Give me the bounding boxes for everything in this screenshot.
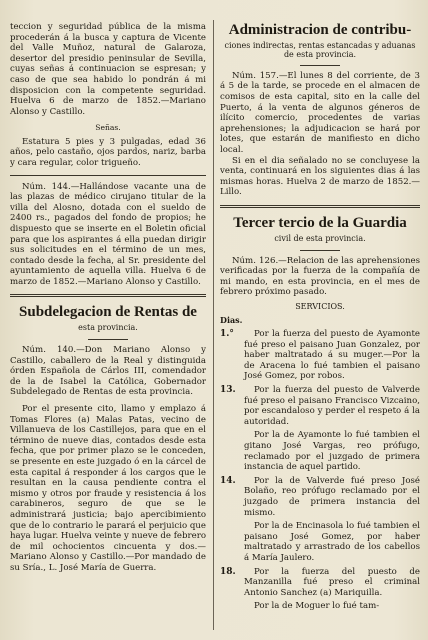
senas-text: Estatura 5 pies y 3 pulgadas, edad 36 años, pelo castaño, ojos pardos, nariz, barba y cara regular, color trigueño. <box>10 136 206 168</box>
medico-notice: Núm. 144.—Hallándose vacante una de las plazas de médico cirujano titular de la villa del Alosno, dotada con el sueldo de 2400 rs., pagados del fondo de propios; he dispuesto que se inserte en el Boletin oficial para que los aspirantes á ella puedan dirigir sus solicitudes en el término de un mes, contado desde la fecha, al Sr. presidente del ayuntamiento de aquella villa. Huelva 6 de marzo de 1852.—Mariano Alonso y Castillo. <box>10 181 206 287</box>
aprehension-entry <box>220 385 420 427</box>
right-column <box>220 22 420 615</box>
aprehension-entry <box>220 521 420 563</box>
relacion-intro: Núm. 126.—Relacion de las aprehensiones verificadas por la fuerza de la compañía de mi mando, en esta provincia, en el mes de febrero próximo pasado. <box>220 255 420 298</box>
entry-text: Por la de Encinasola lo fué tambien el paisano José Gomez, por haber maltratado y arrastrado de los cabellos á María Jaulero. <box>244 521 420 563</box>
aprehension-entry <box>220 329 420 382</box>
aprehensiones-list <box>220 329 420 612</box>
short-rule <box>300 65 340 66</box>
column-divider <box>213 20 214 630</box>
entry-day: 13. <box>220 385 236 396</box>
entry-text: Por la fuerza del puesto de Ayamonte fué preso el paisano Juan Gonzalez, por haber maltratado á su muger.—Por la de Aracena lo fué tambien el paisano José Gomez, por robos. <box>244 329 420 382</box>
section-subheading-administracion: ciones indirectas, rentas estancadas y aduanas de esta provincia. <box>224 41 416 60</box>
section-heading-guardia: Tercer tercio de la Guardia <box>233 214 407 231</box>
aprehension-entry <box>220 430 420 472</box>
section-heading-rentas: Subdelegacion de Rentas de <box>19 304 197 321</box>
senas-label: Señas. <box>95 123 121 133</box>
entry-day: 1.° <box>220 329 234 340</box>
servicios-label: SERVICIOS. <box>295 301 345 311</box>
aprehension-entry <box>220 567 420 599</box>
venta-continuation: Si en el dia señalado no se concluyese la venta, continuará en los siguientes dias á las mismas horas. Huelva 2 de marzo de 1852.—Lillo. <box>220 155 420 198</box>
short-rule <box>300 250 340 251</box>
dias-label: Dias. <box>220 314 243 325</box>
left-column <box>10 22 206 574</box>
section-rule <box>220 205 420 208</box>
section-heading-administracion: Administracion de contribu- <box>228 22 412 38</box>
entry-text: Por la fuerza del puesto de Manzanilla fué preso el criminal Antonio Sanchez (a) Mariquilla. <box>244 566 420 598</box>
entry-text: Por la de Valverde fué preso José Bolaño, reo prófugo reclamado por el juzgado de primera instancia del mismo. <box>244 475 420 518</box>
venta-notice: Núm. 157.—El lunes 8 del corriente, de 3 á 5 de la tarde, se procede en el almacen de comisos de esta capital, sito en la calle del Puerto, á la venta de algunos géneros de ilícito comercio, procedentes de varias aprehensiones; la adjudicacion se hará por lotes, que estarán de manifiesto en dicho local. <box>220 70 420 155</box>
entry-day: 18. <box>220 566 236 577</box>
section-subheading-rentas: esta provincia. <box>78 323 138 333</box>
entry-text: Por la de Moguer lo fué tam- <box>254 601 380 612</box>
entry-text: Por la de Ayamonte lo fué tambien el gitano José Vargas, reo prófugo, reclamado por el juzgado de primera instancia de aquel partido. <box>244 430 420 473</box>
aprehension-entry <box>220 601 420 612</box>
section-rule <box>10 294 206 297</box>
citacion-text: Por el presente cito, llamo y emplazo á Tomas Flores (a) Malas Patas, vecino de Villanueva de los Castillejos, para que en el término de nueve dias, contados desde esta fecha, que por primer plazo se le conceden, se presente en este juzgado ó en la cárcel de esta capital á responder á los cargos que le resultan en la causa pendiente contra el mismo y otros por fraude y resistencia á los carabineros, seguro de que se le administrará justicia; bajo apercibimiento que de lo contrario le parará el perjuicio que haya lugar. Huelva veinte y nueve de febrero de mil ochocientos cincuenta y dos.—Mariano Alonso y Castillo.—Por mandado de su Sría., L. José María de Guerra. <box>10 404 206 573</box>
divider-rule <box>10 175 206 176</box>
aprehension-entry <box>220 476 420 518</box>
gobernador-intro: Núm. 140.—Don Mariano Alonso y Castillo, caballero de la Real y distinguida órden Española de Cárlos III, comendador de la de Isabel la Católica, Gobernador Subdelegado de Rentas de esta provincia. <box>10 345 206 398</box>
entry-text: Por la fuerza del puesto de Valverde fué preso el paisano Francisco Vizcaino, por escandaloso y perder el respeto á la autoridad. <box>244 385 420 427</box>
section-subheading-guardia: civil de esta provincia. <box>274 233 366 243</box>
desertor-notice: teccion y seguridad pública de la misma procederán á la busca y captura de Vicente del Valle Muñoz, natural de Galaroza, desertor del presidio peninsular de Sevilla, cuyas señas á continuacion se espresan; y caso de que sea habido lo pondrán á mi disposicion con la competente seguridad. Huelva 6 de marzo de 1852.—Mariano Alonso y Castillo. <box>10 22 206 117</box>
short-rule <box>88 339 128 340</box>
entry-day: 14. <box>220 475 236 486</box>
